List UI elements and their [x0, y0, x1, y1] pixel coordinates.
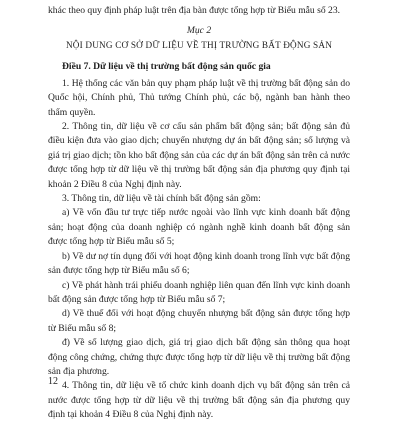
- paragraph-1: 1. Hệ thống các văn bản quy phạm pháp luật về thị trường bất động sản do Quốc hội, Chính phủ, Thủ tướng Chính phủ, các bộ, ngành ban hành theo thẩm quyền.: [48, 77, 350, 118]
- paragraph-2: 2. Thông tin, dữ liệu về cơ cấu sản phẩm bất động sản; bất động sản đủ điều kiện đưa vào giao dịch; chuyển nhượng dự án bất động sản; số lượng và giá trị giao dịch; tồn kho bất động sản của các dự án bất động sản trên cả nước được tổng hợp từ dữ liệu về thị trường bất động sản địa phương quy định tại khoản 2 Điều 8 của Nghị định này.: [48, 121, 350, 190]
- paragraph-3b: b) Về dư nợ tín dụng đối với hoạt động kinh doanh trong lĩnh vực bất động sản được tổng hợp từ Biểu mẫu số 6;: [48, 250, 350, 277]
- page-number: 12: [48, 376, 58, 387]
- paragraph-3a: a) Về vốn đầu tư trực tiếp nước ngoài vào lĩnh vực kinh doanh bất động sản; hoạt động của doanh nghiệp có ngành nghề kinh doanh bất động sản được tổng hợp từ Biểu mẫu số 5;: [48, 207, 350, 248]
- intro-text: khác theo quy định pháp luật trên địa bàn được tổng hợp từ Biểu mẫu số 23.: [48, 5, 341, 16]
- section-label: Mục 2: [186, 25, 212, 37]
- paragraph-3c: c) Về phát hành trái phiếu doanh nghiệp liên quan đến lĩnh vực kinh doanh bất động sản được tổng hợp từ Biểu mẫu số 7;: [48, 279, 350, 305]
- paragraph-3: 3. Thông tin, dữ liệu về tài chính bất động sản gồm:: [62, 193, 261, 205]
- paragraph-3d: d) Về thuế đối với hoạt động chuyển nhượng bất động sản được tổng hợp từ Biểu mẫu số 8;: [48, 308, 350, 334]
- paragraph-4: 4. Thông tin, dữ liệu về tổ chức kinh doanh dịch vụ bất động sản trên cả nước được tổng hợp từ dữ liệu về thị trường bất động sản địa phương quy định tại khoản 4 Điều 8 của Nghị định này.: [48, 380, 350, 421]
- section-title: NỘI DUNG CƠ SỞ DỮ LIỆU VỀ THỊ TRƯỜNG BẤT ĐỘNG SẢN: [65, 40, 333, 51]
- article-title: Điều 7. Dữ liệu về thị trường bất động sản quốc gia: [62, 61, 271, 73]
- paragraph-3dd: đ) Về số lượng giao dịch, giá trị giao dịch bất động sản thông qua hoạt động công chứng, chứng thực được tổng hợp từ dữ liệu về thị trường bất động sản địa phương.: [48, 337, 350, 377]
